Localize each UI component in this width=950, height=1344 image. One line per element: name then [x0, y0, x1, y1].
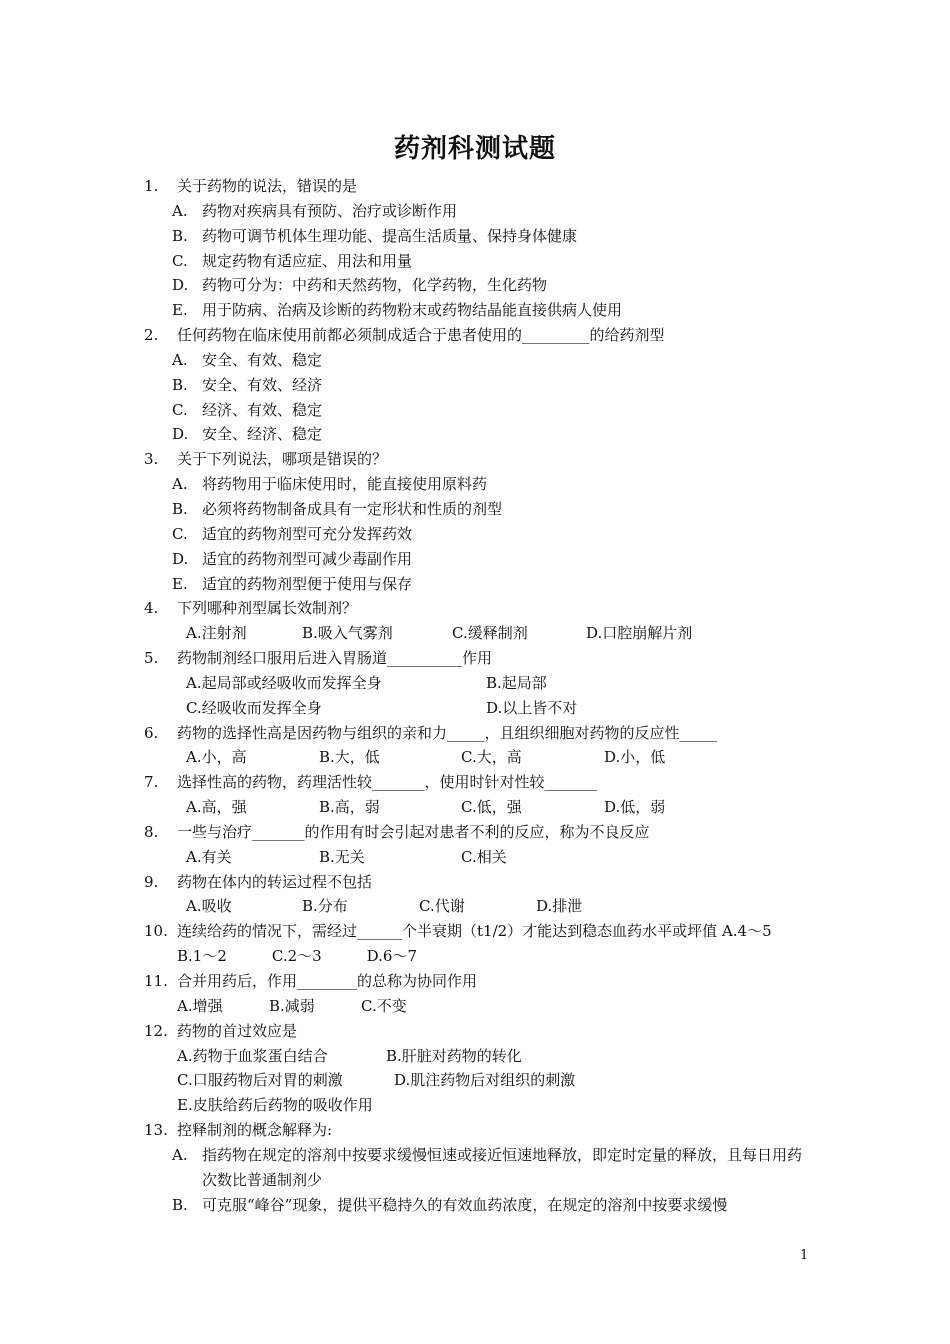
option — [144, 199, 814, 224]
question-number: 8. — [144, 822, 159, 841]
option-text: B.肝脏对药物的转化 — [386, 1046, 522, 1065]
option-text: C.低，强 — [461, 798, 522, 817]
option-row — [144, 1093, 814, 1118]
option-label: B. — [172, 1195, 188, 1214]
option-row — [144, 994, 814, 1019]
option-text: 安全、有效、稳定 — [202, 350, 323, 369]
option-row — [144, 894, 814, 919]
question-number: 2. — [144, 326, 159, 345]
question-text: 药物的首过效应是 — [177, 1021, 298, 1040]
option-row — [144, 1068, 814, 1093]
question-9 — [144, 870, 814, 895]
option — [144, 348, 814, 373]
option-label: D. — [172, 425, 189, 444]
option-text: D.小，低 — [604, 748, 666, 767]
question-2 — [144, 323, 814, 348]
option-label: C. — [172, 251, 188, 270]
question-text: 合并用药后，作用________的总称为协同作用 — [177, 972, 478, 990]
option-row — [144, 671, 814, 696]
option-row — [144, 745, 814, 770]
option-label: A. — [172, 1145, 188, 1164]
question-number: 5. — [144, 649, 159, 668]
option-label: C. — [172, 524, 188, 543]
question-12 — [144, 1019, 814, 1044]
question-text: 关于药物的说法，错误的是 — [177, 177, 358, 195]
option-text: C.相关 — [461, 847, 507, 866]
option-text: C.缓释制剂 — [452, 624, 528, 643]
option-text: A.注射剂 — [186, 624, 247, 643]
question-3 — [144, 447, 814, 472]
option — [144, 398, 814, 423]
question-number: 7. — [144, 773, 159, 792]
option — [144, 298, 814, 323]
option-text: 必须将药物制备成具有一定形状和性质的剂型 — [202, 499, 503, 518]
question-text: 药物制剂经口服用后进入胃肠道__________作用 — [177, 649, 493, 668]
question-5 — [144, 646, 814, 671]
option — [144, 224, 814, 249]
option-text: 安全、有效、经济 — [202, 375, 323, 394]
option-text: A.高，强 — [186, 798, 247, 817]
option-text: C.代谢 — [419, 897, 465, 916]
option-text: E.皮肤给药后药物的吸收作用 — [177, 1096, 373, 1115]
option-label: E. — [172, 574, 188, 593]
option-text: C.大，高 — [461, 748, 522, 767]
question-text: 选择性高的药物，药理活性较_______，使用时针对性较_______ — [177, 773, 598, 792]
option-text: 用于防病、治病及诊断的药物粉末或药物结晶能直接供病人使用 — [202, 301, 623, 320]
question-11 — [144, 969, 814, 994]
option-text: A.有关 — [186, 847, 232, 866]
option-row — [144, 1044, 814, 1069]
option-text: 经济、有效、稳定 — [202, 400, 323, 419]
option — [144, 497, 814, 522]
question-10 — [144, 919, 817, 969]
question-text: 药物在体内的转运过程不包括 — [177, 872, 373, 891]
option-text: B.分布 — [302, 897, 348, 916]
page-number: 1 — [800, 1248, 809, 1263]
option-label: A. — [172, 350, 188, 369]
question-text: 任何药物在临床使用前都必须制成适合于患者使用的_________的给药剂型 — [177, 326, 665, 345]
option-text: 药物可调节机体生理功能、提高生活质量、保持身体健康 — [202, 226, 578, 245]
option-row — [144, 621, 814, 646]
option-text: D.低，弱 — [604, 798, 666, 817]
document-title: 药剂科测试题 — [393, 134, 556, 164]
option-text: 适宜的药物剂型可减少毒副作用 — [202, 549, 413, 568]
option-text: 规定药物有适应症、用法和用量 — [202, 251, 413, 270]
option-text: D.口腔崩解片剂 — [586, 624, 693, 643]
option — [144, 572, 814, 597]
option-text: 将药物用于临床使用时，能直接使用原料药 — [202, 475, 488, 494]
option-text: 可克服“峰谷”现象，提供平稳持久的有效血药浓度，在规定的溶剂中按要求缓慢 — [202, 1195, 728, 1214]
option-text: D.以上皆不对 — [486, 698, 578, 717]
question-number: 10. — [144, 922, 168, 941]
question-text: 一些与治疗_______的作用有时会引起对患者不利的反应，称为不良反应 — [177, 822, 650, 841]
option — [144, 273, 814, 298]
question-number: 12. — [144, 1021, 168, 1040]
option-text: A.药物于血浆蛋白结合 — [177, 1046, 328, 1065]
option — [144, 1143, 814, 1193]
option — [144, 547, 814, 572]
option-text: D.肌注药物后对组织的刺激 — [394, 1071, 576, 1090]
option-label: B. — [172, 375, 188, 394]
question-number: 6. — [144, 723, 159, 742]
option-label: C. — [172, 400, 188, 419]
option-text: B.大，低 — [319, 748, 380, 767]
option-text: A.起局部或经吸收而发挥全身 — [186, 673, 382, 692]
question-4 — [144, 596, 814, 621]
option-text: B.吸入气雾剂 — [302, 624, 393, 643]
question-number: 4. — [144, 599, 159, 618]
option-text: B.减弱 — [269, 996, 315, 1015]
option — [144, 422, 814, 447]
option — [144, 249, 814, 274]
question-1 — [144, 174, 814, 199]
option-text: B.起局部 — [486, 673, 547, 692]
option — [144, 522, 814, 547]
option-row — [144, 845, 814, 870]
option-label: B. — [172, 226, 188, 245]
option-row — [144, 696, 814, 721]
option-text: C.不变 — [361, 996, 407, 1015]
option-text: C.经吸收而发挥全身 — [186, 698, 322, 717]
question-number: 11. — [144, 972, 168, 990]
option-label: D. — [172, 276, 189, 295]
option-text: D.排泄 — [536, 897, 583, 916]
option-label: A. — [172, 475, 188, 494]
option-label: A. — [172, 201, 188, 220]
option-text: 药物可分为：中药和天然药物，化学药物，生化药物 — [202, 276, 548, 295]
option-text: 指药物在规定的溶剂中按要求缓慢恒速或接近恒速地释放，即定时定量的释放，且每日用药次数比普通制剂少 — [202, 1145, 803, 1189]
option-text: A.增强 — [177, 996, 223, 1015]
question-list — [144, 174, 817, 1217]
option-label: D. — [172, 549, 189, 568]
option-row — [144, 795, 814, 820]
question-number: 13. — [144, 1121, 168, 1140]
option-label: E. — [172, 301, 188, 320]
question-text: 控释制剂的概念解释为: — [177, 1121, 333, 1140]
option-text: 适宜的药物剂型便于使用与保存 — [202, 574, 413, 593]
question-text: 药物的选择性高是因药物与组织的亲和力_____，且组织细胞对药物的反应性_____ — [177, 723, 718, 742]
option-text: A.吸收 — [186, 897, 232, 916]
option-text: A.小，高 — [186, 748, 247, 767]
option — [144, 1193, 814, 1218]
option-text: B.无关 — [319, 847, 365, 866]
option-text: 适宜的药物剂型可充分发挥药效 — [202, 524, 413, 543]
question-13 — [144, 1118, 814, 1143]
question-number: 9. — [144, 872, 159, 891]
question-7 — [144, 770, 814, 795]
option — [144, 472, 814, 497]
option-text: 安全、经济、稳定 — [202, 425, 323, 444]
option-text: B.高，弱 — [319, 798, 380, 817]
question-text: 下列哪种剂型属长效制剂？ — [177, 599, 358, 618]
question-number: 3. — [144, 450, 159, 469]
question-number: 1. — [144, 177, 159, 195]
question-8 — [144, 820, 814, 845]
question-6 — [144, 721, 814, 746]
option — [144, 373, 814, 398]
question-text: 关于下列说法，哪项是错误的？ — [177, 450, 388, 469]
option-label: B. — [172, 499, 188, 518]
option-text: C.口服药物后对胃的刺激 — [177, 1071, 343, 1090]
question-text: 连续给药的情况下，需经过______个半衰期（t1/2）才能达到稳态血药水平或坪值 A.4～5 B.1～2 C.2～3 D.6～7 — [177, 922, 817, 966]
option-text: 药物对疾病具有预防、治疗或诊断作用 — [202, 201, 458, 220]
